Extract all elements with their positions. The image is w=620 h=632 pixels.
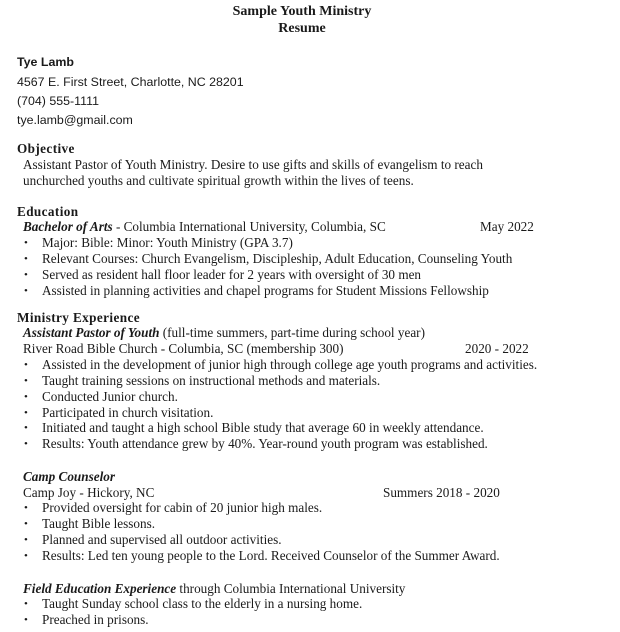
school-name: - Columbia International University, Columbia, SC: [112, 219, 386, 234]
job1-note: (full-time summers, part-time during school year): [159, 325, 425, 340]
bullet-icon: •: [24, 438, 28, 450]
job3-note: through Columbia International University: [176, 581, 406, 596]
job1-bullet-1: Assisted in the development of junior high through college age youth programs and activities.: [42, 357, 538, 372]
education-degree-line: [23, 219, 386, 235]
job3-role: Field Education Experience: [23, 581, 177, 596]
objective-heading: Objective: [17, 141, 75, 156]
bullet-icon: •: [24, 422, 28, 434]
job1-bullet-4: Participated in church visitation.: [42, 405, 214, 420]
bullet-icon: •: [24, 359, 28, 371]
education-date: May 2022: [480, 219, 534, 234]
bullet-icon: •: [24, 407, 28, 419]
job3-bullet-1: Taught Sunday school class to the elderly in a nursing home.: [42, 596, 363, 611]
bullet-icon: •: [24, 237, 28, 249]
job1-date: 2020 - 2022: [465, 341, 529, 356]
job1-bullet-5: Initiated and taught a high school Bible study that average 60 in weekly attendance.: [42, 420, 484, 435]
job2-date: Summers 2018 - 2020: [383, 485, 500, 500]
document-subtitle: Resume: [278, 21, 326, 36]
contact-address: 4567 E. First Street, Charlotte, NC 28201: [17, 75, 244, 89]
education-bullet-3: Served as resident hall floor leader for 2 years with oversight of 30 men: [42, 267, 422, 282]
bullet-icon: •: [24, 375, 28, 387]
education-bullet-2: Relevant Courses: Church Evangelism, Discipleship, Adult Education, Counseling Youth: [42, 251, 513, 266]
job3-title-line: [23, 581, 405, 597]
job2-role: Camp Counselor: [23, 469, 115, 484]
job2-org: Camp Joy - Hickory, NC: [23, 485, 155, 500]
bullet-icon: •: [24, 391, 28, 403]
contact-email: tye.lamb@gmail.com: [17, 113, 133, 127]
job2-bullet-2: Taught Bible lessons.: [42, 516, 155, 531]
bullet-icon: •: [24, 285, 28, 297]
contact-phone: (704) 555-1111: [17, 94, 99, 108]
bullet-icon: •: [24, 518, 28, 530]
document-title: Sample Youth Ministry: [232, 4, 372, 19]
bullet-icon: •: [24, 598, 28, 610]
bullet-icon: •: [24, 534, 28, 546]
bullet-icon: •: [24, 614, 28, 626]
job1-role: Assistant Pastor of Youth: [23, 325, 160, 340]
job1-bullet-3: Conducted Junior church.: [42, 389, 178, 404]
job1-org: River Road Bible Church - Columbia, SC (membership 300): [23, 341, 344, 356]
education-heading: Education: [17, 204, 79, 219]
education-bullet-1: Major: Bible: Minor: Youth Ministry (GPA 3.7): [42, 235, 293, 250]
ministry-heading: Ministry Experience: [17, 310, 140, 325]
job2-bullet-3: Planned and supervised all outdoor activities.: [42, 532, 282, 547]
job2-bullet-1: Provided oversight for cabin of 20 junior high males.: [42, 500, 323, 515]
contact-name: Tye Lamb: [17, 55, 74, 69]
bullet-icon: •: [24, 253, 28, 265]
degree-name: Bachelor of Arts: [23, 219, 113, 234]
job1-bullet-2: Taught training sessions on instructional methods and materials.: [42, 373, 381, 388]
objective-line-2: unchurched youths and cultivate spiritual growth within the lives of teens.: [23, 173, 414, 188]
objective-line-1: Assistant Pastor of Youth Ministry. Desire to use gifts and skills of evangelism to reach: [23, 157, 483, 172]
education-bullet-4: Assisted in planning activities and chapel programs for Student Missions Fellowship: [42, 283, 489, 298]
bullet-icon: •: [24, 550, 28, 562]
bullet-icon: •: [24, 502, 28, 514]
job1-title-line: [23, 325, 425, 341]
job2-bullet-4: Results: Led ten young people to the Lord. Received Counselor of the Summer Award.: [42, 548, 500, 563]
bullet-icon: •: [24, 269, 28, 281]
job3-bullet-2: Preached in prisons.: [42, 612, 149, 627]
job1-bullet-6: Results: Youth attendance grew by 40%. Year-round youth program was established.: [42, 436, 488, 451]
